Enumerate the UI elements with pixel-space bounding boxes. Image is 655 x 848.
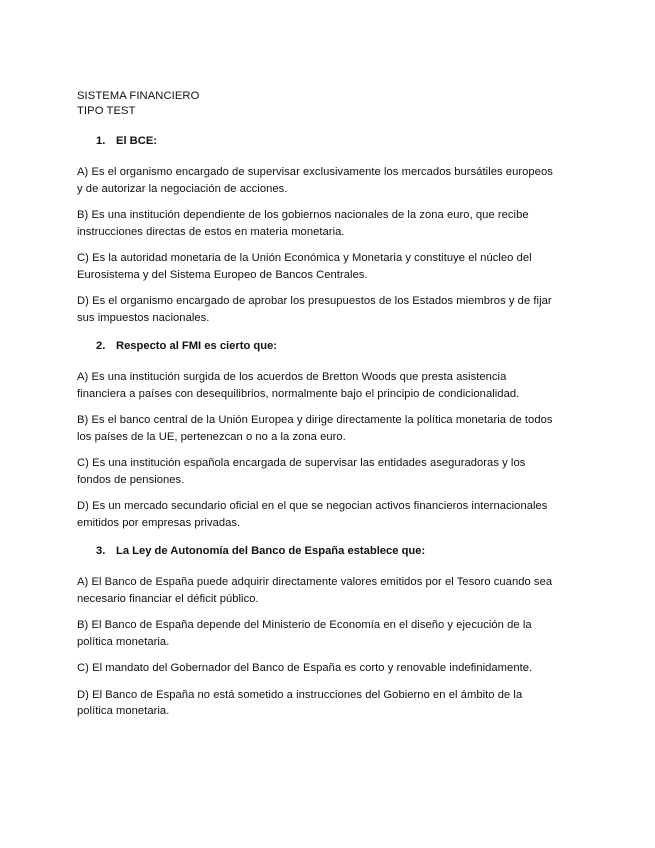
answer-option-a: A) Es una institución surgida de los acuerdos de Bretton Woods que presta asistencia financiera a países con desequilibrios, normalmente bajo el principio de condicionalidad. (77, 371, 520, 400)
answer-option-b: B) El Banco de España depende del Ministerio de Economía en el diseño y ejecución de la política monetaria. (77, 619, 532, 648)
document-content (77, 89, 577, 720)
document-title: SISTEMA FINANCIERO (77, 90, 200, 102)
question-number: 3. (96, 545, 106, 557)
answer-option-c: C) Es la autoridad monetaria de la Unión Económica y Monetaria y constituye el núcleo del Eurosistema y del Sistema Europeo de Bancos Centrales. (77, 252, 532, 281)
question-text: La Ley de Autonomía del Banco de España establece que: (116, 545, 426, 557)
question-1 (77, 134, 577, 326)
answer-option-c: C) Es una institución española encargada de supervisar las entidades aseguradoras y los fondos de pensiones. (77, 457, 526, 486)
document-subtitle: TIPO TEST (77, 105, 136, 117)
question-text: El BCE: (116, 135, 158, 147)
question-number: 2. (96, 340, 106, 352)
question-heading (77, 134, 577, 149)
question-2 (77, 339, 577, 531)
question-heading (77, 339, 577, 354)
answer-option-b: B) Es una institución dependiente de los gobiernos nacionales de la zona euro, que recibe instrucciones directas de estos en materia monetaria. (77, 209, 529, 238)
answer-option-c: C) El mandato del Gobernador del Banco de España es corto y renovable indefinidamente. (77, 662, 533, 674)
answer-option-a: A) Es el organismo encargado de supervisar exclusivamente los mercados bursátiles europeos y de autorizar la negociación de acciones. (77, 166, 553, 195)
answer-option-d: D) Es el organismo encargado de aprobar los presupuestos de los Estados miembros y de fijar sus impuestos nacionales. (77, 295, 552, 324)
answer-option-d: D) El Banco de España no está sometido a instrucciones del Gobierno en el ámbito de la política monetaria. (77, 688, 523, 717)
question-heading (77, 544, 577, 559)
answer-option-b: B) Es el banco central de la Unión Europea y dirige directamente la política monetaria de todos los países de la UE, pertenezcan o no a la zona euro. (77, 414, 553, 443)
answer-option-d: D) Es un mercado secundario oficial en el que se negocian activos financieros internacionales emitidos por empresas privadas. (77, 500, 548, 529)
answer-option-a: A) El Banco de España puede adquirir directamente valores emitidos por el Tesoro cuando sea necesario financiar el déficit público. (77, 576, 553, 605)
question-number: 1. (96, 135, 106, 147)
question-text: Respecto al FMI es cierto que: (116, 340, 278, 352)
question-3 (77, 544, 577, 720)
